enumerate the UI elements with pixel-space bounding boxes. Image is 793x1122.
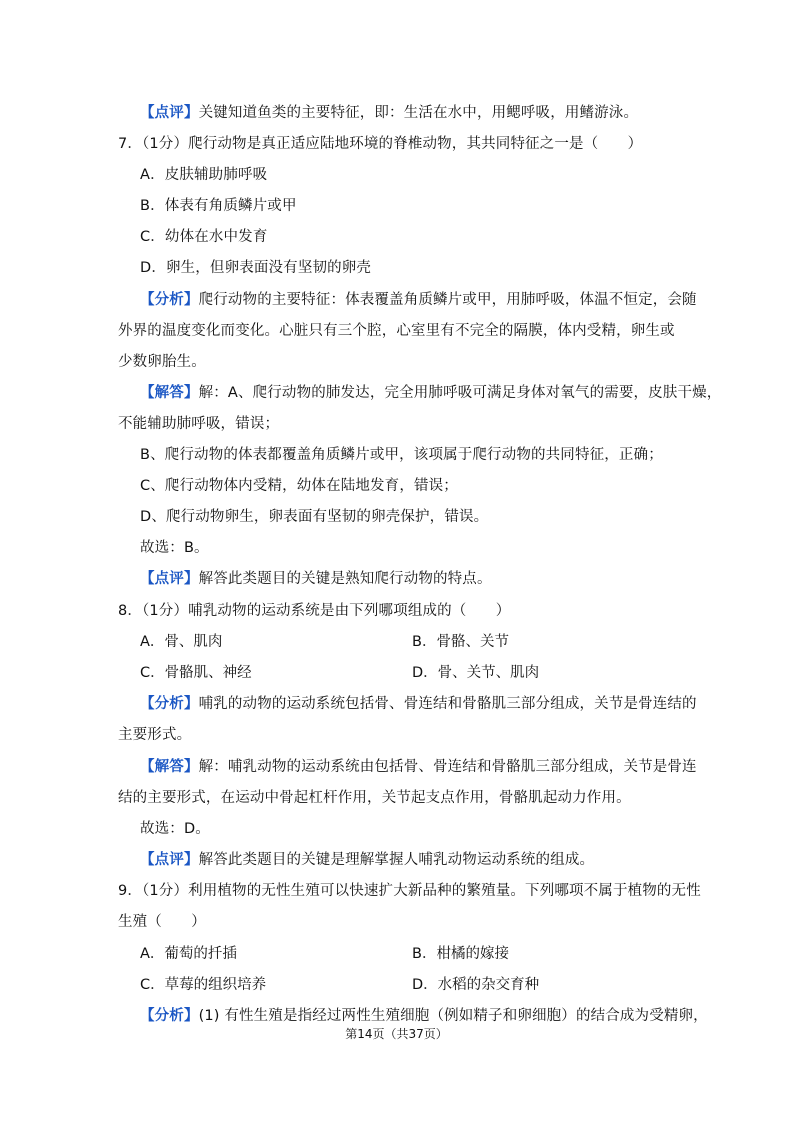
answer-tag: 【解答】	[140, 759, 199, 775]
comment-tag: 【点评】	[140, 105, 199, 121]
q7-analysis-line-2: 外界的温度变化而变化。心脏只有三个腔，心室里有不完全的隔膜，体内受精，卵生或	[118, 323, 675, 339]
q7-answer-line-4: C、爬行动物体内受精，幼体在陆地发育，错误；	[140, 478, 458, 494]
q7-answer-line-1: 【解答】解：A、爬行动物的肺发达，完全用肺呼吸可满足身体对氧气的需要，皮肤干燥，	[140, 385, 722, 401]
q7-option-b: B．体表有角质鳞片或甲	[140, 198, 297, 214]
q9-option-c: C．草莓的组织培养	[140, 977, 267, 993]
q8-answer-line-1: 【解答】解：哺乳动物的运动系统由包括骨、骨连结和骨骼肌三部分组成，关节是骨连	[140, 759, 697, 775]
q7-answer-choice: 故选：B。	[140, 540, 209, 556]
q8-analysis-line-2: 主要形式。	[118, 727, 192, 743]
analysis-tag: 【分析】	[140, 292, 199, 308]
page-number-footer: 第14页（共37页）	[345, 1027, 448, 1041]
answer-tag: 【解答】	[140, 385, 199, 401]
q8-comment: 【点评】解答此类题目的关键是理解掌握人哺乳动物运动系统的组成。	[140, 852, 595, 868]
analysis-tag: 【分析】	[140, 696, 199, 712]
comment-tag: 【点评】	[140, 571, 199, 587]
q8-answer-line-2: 结的主要形式，在运动中骨起杠杆作用，关节起支点作用，骨骼肌起动力作用。	[118, 790, 631, 806]
q7-option-a: A．皮肤辅助肺呼吸	[140, 167, 268, 183]
q9-option-d: D．水稻的杂交育种	[412, 977, 540, 993]
comment-tag: 【点评】	[140, 852, 199, 868]
q7-analysis-line-3: 少数卵胎生。	[118, 354, 206, 370]
q7-option-c: C．幼体在水中发育	[140, 229, 268, 245]
q9-question-line-1: 9．（1分）利用植物的无性生殖可以快速扩大新品种的繁殖量。下列哪项不属于植物的无性	[118, 883, 701, 899]
q7-analysis-line-1: 【分析】爬行动物的主要特征：体表覆盖角质鳞片或甲，用肺呼吸，体温不恒定，会随	[140, 292, 697, 308]
q7-question: 7．（1分）爬行动物是真正适应陆地环境的脊椎动物，其共同特征之一是（ ）	[118, 136, 643, 152]
q7-answer-line-3: B、爬行动物的体表都覆盖角质鳞片或甲，该项属于爬行动物的共同特征，正确；	[140, 447, 663, 463]
q7-answer-line-2: 不能辅助肺呼吸，错误；	[118, 416, 280, 432]
q8-option-a: A．骨、肌肉	[140, 634, 223, 650]
comment-text: 关键知道鱼类的主要特征，即：生活在水中，用鳃呼吸，用鳍游泳。	[198, 105, 639, 121]
q8-option-c: C．骨骼肌、神经	[140, 665, 252, 681]
q9-analysis-line-1: 【分析】(1) 有性生殖是指经过两性生殖细胞（例如精子和卵细胞）的结合成为受精卵，	[140, 1008, 708, 1024]
q8-question: 8．（1分）哺乳动物的运动系统是由下列哪项组成的（ ）	[118, 603, 511, 619]
q7-answer-line-5: D、爬行动物卵生，卵表面有坚韧的卵壳保护，错误。	[140, 509, 489, 525]
q7-option-d: D．卵生，但卵表面没有坚韧的卵壳	[140, 260, 372, 276]
q8-answer-choice: 故选：D。	[140, 821, 210, 837]
analysis-tag: 【分析】	[140, 1008, 199, 1024]
q6-comment	[140, 103, 638, 123]
q8-option-b: B．骨骼、关节	[412, 634, 509, 650]
q8-analysis-line-1: 【分析】哺乳的动物的运动系统包括骨、骨连结和骨骼肌三部分组成，关节是骨连结的	[140, 696, 697, 712]
q7-comment: 【点评】解答此类题目的关键是熟知爬行动物的特点。	[140, 571, 492, 587]
q9-question-line-2: 生殖（ ）	[118, 914, 206, 930]
q9-option-a: A．葡萄的扦插	[140, 946, 237, 962]
q9-option-b: B．柑橘的嫁接	[412, 946, 509, 962]
q8-option-d: D．骨、关节、肌肉	[412, 665, 540, 681]
